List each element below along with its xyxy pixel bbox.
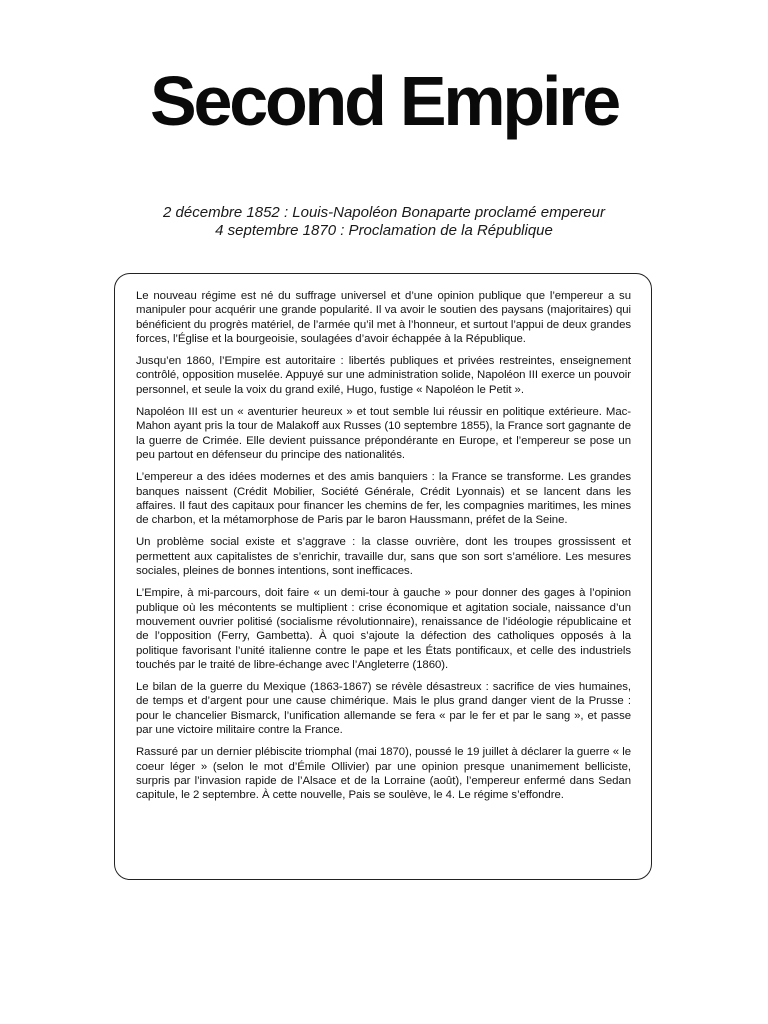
paragraph-economy: L’empereur a des idées modernes et des amis banquiers : la France se transforme. Les grandes banques naissent (Crédit Mobilier, Société Générale, Crédit Lyonnais) et se lancent dans les affaires. Il faut des capitaux pour financer les chemins de fer, les compagnies maritimes, les mines de charbon, et la métamorphose de Paris par le baron Haussmann, préfet de la Seine. — [136, 471, 631, 527]
paragraph-mexico-prussia: Le bilan de la guerre du Mexique (1863-1867) se révèle désastreux : sacrifice de vies humaines, de temps et d’argent pour une cause chimérique. Mais le plus grand danger vient de la Prusse : pour le chancelier Bismarck, l’unification allemande se fera « par le fer et par le sang », et passe par une victoire militaire contre la France. — [136, 681, 631, 737]
subtitle-line-end: 4 septembre 1870 : Proclamation de la République — [215, 222, 553, 239]
paragraph-liberal-turn: L’Empire, à mi-parcours, doit faire « un demi-tour à gauche » pour donner des gages à l’opinion publique où les mécontents se multiplient : crise économique et agitation sociale, naissance d’un mouvement ouvrier politisé (socialisme révolutionnaire), renaissance de l’idéologie républicaine et de l’opposition (Ferry, Gambetta). À quoi s’ajoute la défection des catholiques opposés à la politique favorisant l’unité italienne contre le pape et les États pontificaux, et celle des industriels touchés par le traité de libre-échange avec l’Angleterre (1860). — [136, 587, 631, 671]
paragraph-regime: Le nouveau régime est né du suffrage universel et d’une opinion publique que l’empereur a su manipuler pour acquérir une grande popularité. Il va avoir le soutien des paysans (majoritaires) qui bénéficient du progrès matériel, de l’armée qu’il met à l’honneur, et surtout l’appui de deux grandes forces, l’Église et la bourgeoisie, soulagées d’avoir échappée à la République. — [136, 290, 631, 345]
paragraph-authoritarian: Jusqu’en 1860, l’Empire est autoritaire : libertés publiques et privées restreintes, enseignement contrôlé, opposition muselée. Appuyé sur une administration solide, Napoléon III exerce un pouvoir personnel, et seule la voix du grand exilé, Hugo, fustige « Napoléon le Petit ». — [136, 355, 631, 396]
paragraph-fall: Rassuré par un dernier plébiscite triomphal (mai 1870), poussé le 19 juillet à déclarer la guerre « le coeur léger » (selon le mot d’Émile Ollivier) par une opinion presque unanimement belliciste, surpris par l’invasion rapide de l’Alsace et de la Lorraine (août), l’empereur enfermé dans Sedan capitule, le 2 septembre. À cette nouvelle, Pais se soulève, le 4. Le régime s’effondre. — [136, 746, 631, 802]
subtitle-line-start: 2 décembre 1852 : Louis-Napoléon Bonaparte proclamé empereur — [163, 204, 605, 221]
subtitle — [0, 204, 768, 240]
text-box — [114, 273, 652, 880]
page-title: Second Empire — [150, 62, 618, 140]
paragraph-social-problem: Un problème social existe et s’aggrave : la classe ouvrière, dont les troupes grossissent et permettent aux capitalistes de s’enrichir, travaille dur, sans que son sort s’améliore. Les mesures sociales, pleines de bonnes intentions, sont inefficaces. — [136, 536, 631, 578]
paragraph-foreign-policy: Napoléon III est un « aventurier heureux » et tout semble lui réussir en politique extérieure. Mac-Mahon ayant pris la tour de Malakoff aux Russes (10 septembre 1855), la France sort gagnante de la guerre de Crimée. Elle devient puissance prépondérante en Europe, et l’empereur se pose un peu partout en défenseur du principe des nationalités. — [136, 406, 631, 461]
